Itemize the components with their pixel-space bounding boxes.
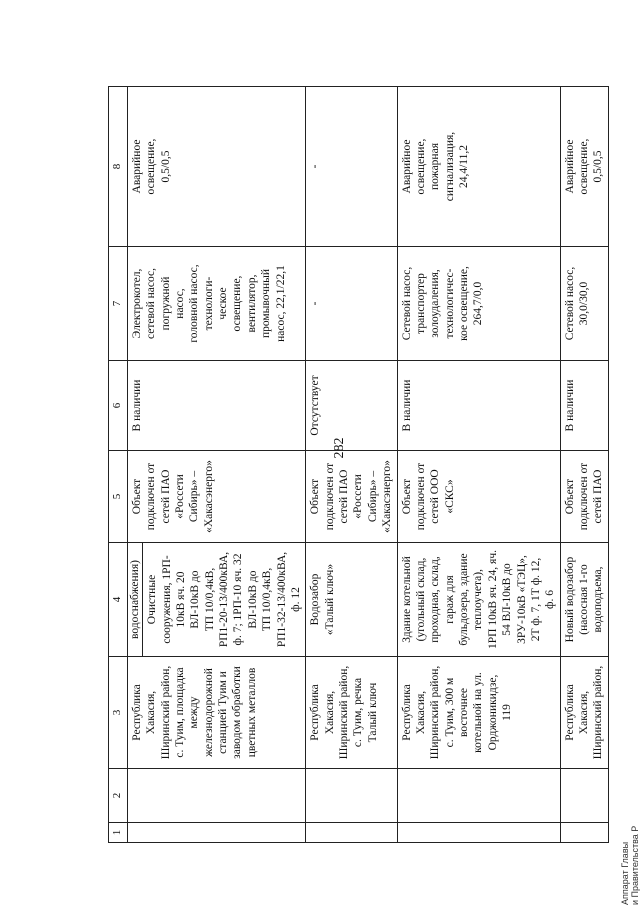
connection-cell: Объект подключен от сетей ООО «СКС» (397, 451, 560, 543)
table-row (397, 87, 560, 843)
emergency-cell: Аварийное освещение, пожарная сигнализация, 24,4/11,2 (397, 87, 560, 247)
object-cell: Новый водозабор (насосная 1-го водоподъема, (560, 543, 608, 657)
emergency-cell: - (306, 87, 397, 247)
backup-cell: В наличии (560, 361, 608, 451)
footer-stamp (620, 826, 640, 905)
backup-cell: Отсутствует (306, 361, 397, 451)
object-text: Очистные сооружения, 1РП- 10кВ яч. 20 ВЛ-10кВ до ТП 10/0,4кВ, РП1-20-13/400кВА, ф. 7; 1РП-10 яч. 32 ВЛ-10кВ до ТП 10/0,4кВ, РП1-32-13/400кВА, ф. 12 (146, 551, 302, 648)
column-header: 4 (109, 543, 128, 657)
address-cell: Республика Хакасия, Ширинский район, (560, 657, 608, 769)
column-header: 3 (109, 657, 128, 769)
backup-cell: В наличии (127, 361, 306, 451)
connection-cell: Объект подключен от сетей ПАО «Россети Сибирь» – «Хакасэнерго» (306, 451, 397, 543)
connection-cell: Объект подключен от сетей ПАО (560, 451, 608, 543)
column-header: 5 (109, 451, 128, 543)
page-number: 282 (332, 437, 347, 459)
footer-line: и Правительства Р (630, 825, 640, 905)
header-row (109, 87, 128, 843)
table-row (560, 87, 608, 843)
object-cell: Здание котельной (угольный склад, проходная, склад, гараж для бульдозера, здание теплоучета), 1РП 10кВ яч. 24, яч. 54 ВЛ-10кВ до ЗРУ-10кВ «ТЭЦ», 2Т ф. 7, 1Т ф. 12, ф. 6 (397, 543, 560, 657)
load-cell: Электрокотел, сетевой насос, погружной насос, головной насос, технологи- ческое освещение, вентилятор, промывочный насос, 22,1/22,1 (127, 247, 306, 361)
load-cell: Сетевой насос, 30,0/30,0 (560, 247, 608, 361)
emergency-cell: Аварийное освещение, 0,5/0,5 (560, 87, 608, 247)
footer-line: Аппарат Главы (620, 841, 630, 905)
column-header: 6 (109, 361, 128, 451)
continuation-text: водоснабжения) (128, 543, 143, 656)
object-cell (127, 543, 306, 657)
column-header: 7 (109, 247, 128, 361)
backup-cell: В наличии (397, 361, 560, 451)
address-cell: Республика Хакасия, Ширинский район, с. Туим, 300 м восточнее котельной на ул. Орджоникидзе, 119 (397, 657, 560, 769)
connection-cell: Объект подключен от сетей ПАО «Россети Сибирь» – «Хакасэнерго» (127, 451, 306, 543)
table-row (127, 87, 306, 843)
column-header: 1 (109, 823, 128, 843)
load-cell: - (306, 247, 397, 361)
table-row (306, 87, 397, 843)
table-container (108, 87, 605, 843)
address-cell: Республика Хакасия, Ширинский район, с. Туим, площадка между железнодорожной станцией Туим и заводом обработки цветных металлов (127, 657, 306, 769)
load-cell: Сетевой насос, транспортер золоудаления, технологичес- кое освещение, 264,7/0,0 (397, 247, 560, 361)
object-cell: Водозабор «Талый ключ» (306, 543, 397, 657)
address-cell: Республика Хакасия, Ширинский район, с. Туим, речка Талый ключ (306, 657, 397, 769)
column-header: 2 (109, 769, 128, 823)
emergency-cell: Аварийное освещение, 0,5/0,5 (127, 87, 306, 247)
column-header: 8 (109, 87, 128, 247)
data-table (108, 86, 609, 843)
